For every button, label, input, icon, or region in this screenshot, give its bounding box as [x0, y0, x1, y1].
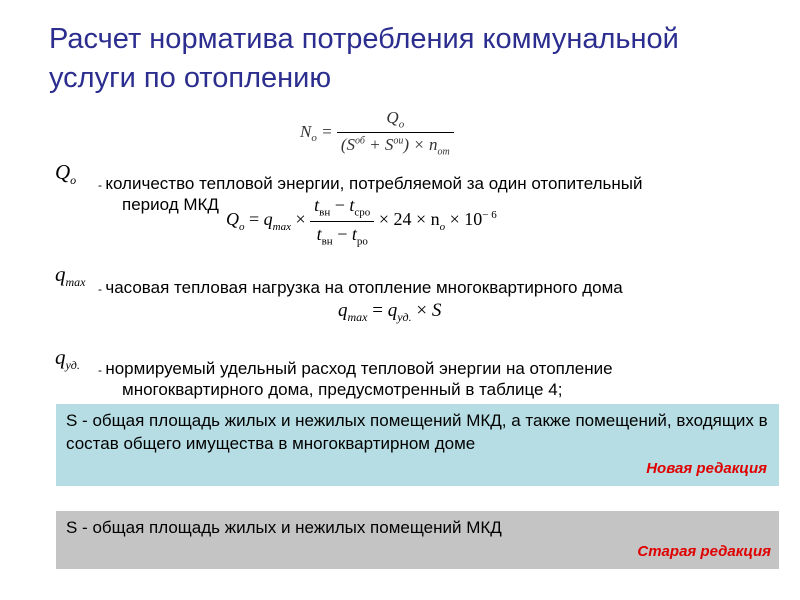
f2-tail-sub: o	[439, 220, 446, 233]
numerator-q: Q	[386, 108, 399, 127]
desc-qud-line2: многоквартирного дома, предусмотренный в таблице 4;	[122, 380, 563, 399]
f2-tail: × 24 × n	[378, 209, 440, 230]
f2-num-a: t	[314, 195, 320, 215]
f2-lhs: Q	[226, 209, 239, 230]
f2-num-b: t	[349, 195, 355, 215]
f2-times: ×	[295, 209, 306, 230]
formula-norm-lhs-sub: o	[311, 132, 317, 145]
f2-denominator: $t_{вн} - t_{ро}$	[316, 223, 368, 248]
formula-norm-fraction	[337, 108, 454, 158]
equals-sign: =	[321, 121, 333, 141]
f2-tail2: × 10	[449, 209, 483, 230]
den-sup1: об	[355, 135, 365, 147]
den-open: (S	[340, 135, 355, 155]
f3-lhs-sub: max	[347, 309, 368, 324]
formula-qmax	[338, 300, 441, 325]
f2-den-a-sub: вн	[321, 235, 333, 248]
f2-q-sub: max	[272, 220, 291, 233]
f3-times: ×	[416, 300, 428, 321]
formula-norm-numerator	[337, 108, 454, 133]
f2-fraction	[310, 195, 374, 247]
symbol-qmax-sub: max	[65, 275, 86, 290]
f2-tail-sup: − 6	[482, 209, 497, 222]
slide-title: Расчет норматива потребления коммунальной услуги по отоплению	[49, 23, 679, 94]
f2-den-b-sub: ро	[356, 235, 368, 248]
f2-num-b-sub: сро	[354, 206, 371, 219]
f2-den-a: t	[316, 223, 322, 244]
symbol-qmax	[55, 262, 86, 290]
f3-eq: =	[372, 300, 383, 321]
desc-qud-line1: нормируемый удельный расход тепловой энергии на отопление	[105, 359, 613, 378]
old-edition-label: Старая редакция	[637, 543, 771, 560]
symbol-qud-sub: уд.	[65, 358, 80, 373]
dash: -	[98, 178, 106, 192]
formula-norm-lhs: N	[300, 121, 312, 141]
formula-norm	[300, 108, 454, 158]
symbol-qo-sub: o	[70, 173, 77, 188]
formula-qo	[220, 193, 503, 249]
symbol-qmax-letter: q	[55, 262, 66, 286]
formula-norm-denominator	[337, 133, 454, 157]
desc-qmax-line1: часовая тепловая нагрузка на отопление многоквартирного дома	[105, 278, 623, 297]
den-close: ) × n	[403, 135, 438, 155]
f2-den-b: t	[351, 223, 357, 244]
den-plus: + S	[364, 135, 394, 155]
dash: -	[98, 282, 106, 296]
den-sup2: ои	[393, 135, 404, 147]
desc-qmax	[98, 278, 778, 299]
desc-qud	[98, 359, 778, 400]
f3-q-sub: уд.	[397, 309, 412, 324]
f3-lhs: q	[338, 300, 348, 321]
desc-qo-line2: период МКД	[122, 195, 219, 214]
den-sub: от	[437, 146, 450, 158]
desc-qo-line1: количество тепловой энергии, потребляемой за один отопительный	[105, 174, 643, 193]
old-edition-text: S - общая площадь жилых и нежилых помещений МКД	[66, 518, 502, 537]
old-edition-box	[56, 511, 779, 569]
symbol-qud	[55, 345, 80, 373]
symbol-qud-letter: q	[55, 345, 66, 369]
f3-q: q	[387, 300, 398, 321]
symbol-qo-letter: Q	[55, 160, 71, 184]
f2-eq: =	[249, 209, 260, 230]
f2-q: q	[263, 209, 273, 230]
f2-num-a-sub: вн	[319, 206, 331, 219]
new-edition-box	[56, 404, 779, 486]
f3-s: S	[431, 300, 442, 321]
f2-lhs-sub: o	[239, 220, 245, 233]
new-edition-text: S - общая площадь жилых и нежилых помещений МКД, а также помещений, входящих в состав общего имущества в многоквартирном доме	[66, 411, 768, 453]
dash: -	[98, 363, 106, 377]
f2-numerator: $t_{вн} - t_{сро}$	[310, 195, 374, 222]
new-edition-label: Новая редакция	[646, 460, 767, 477]
numerator-q-sub: o	[398, 118, 405, 131]
symbol-qo	[55, 160, 76, 188]
